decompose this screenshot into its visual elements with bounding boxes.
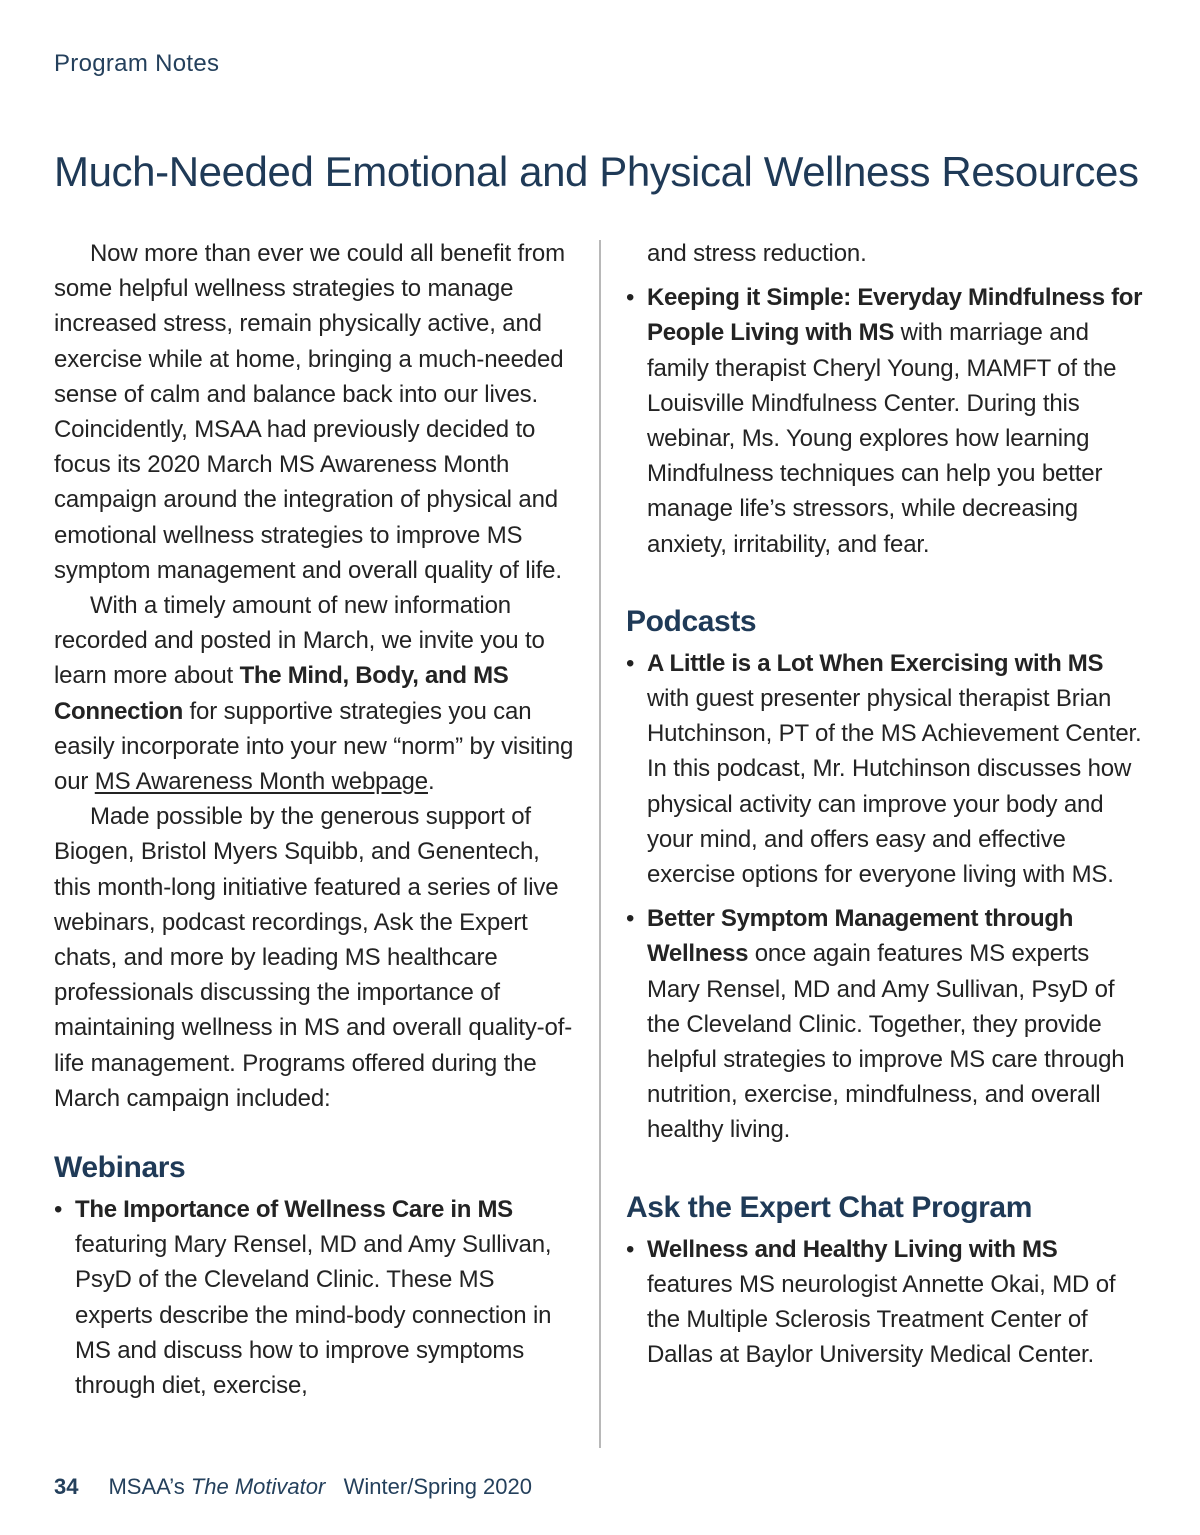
publication-title: The Motivator: [190, 1474, 326, 1499]
webinar-2-title: Keeping it Simple: Everyday Mindfulness for People Living with MS: [647, 284, 1143, 347]
page-footer: [54, 1474, 532, 1500]
intro-paragraph-1: Now more than ever we could all benefit from some helpful wellness strategies to manage increased stress, remain physically active, and exercise while at home, bringing a much-needed sense of calm and balance back into our lives. Coincidently, MSAA had previously decided to focus its 2020 March MS Awareness Month campaign around the integration of physical and emotional wellness strategies to improve MS symptom management and overall quality of life.: [54, 240, 565, 584]
webinar-1-title: The Importance of Wellness Care in MS: [75, 1196, 513, 1224]
webinars-list-continued: [626, 236, 1148, 562]
chat-item-1: • Wellness and Healthy Living with MS features MS neurologist Annette Okai, MD of the Multiple Sclerosis Treatment Center of Dallas at Baylor University Medical Center.: [626, 1232, 1148, 1373]
column-divider: [599, 240, 601, 1448]
page-number: 34: [54, 1474, 79, 1499]
publication-issue: Winter/Spring 2020: [343, 1474, 532, 1499]
section-label: Program Notes: [54, 50, 220, 77]
podcast-1-title: A Little is a Lot When Exercising with MS: [647, 649, 1104, 677]
mind-body-connection-label: The Mind, Body, and MS Connection: [54, 662, 509, 725]
podcasts-list: [626, 646, 1148, 1148]
article-title: Much-Needed Emotional and Physical Wellness Resources: [54, 148, 1139, 195]
left-column: [54, 236, 576, 1403]
webinar-item-1: • The Importance of Wellness Care in MS featuring Mary Rensel, MD and Amy Sullivan, PsyD of the Cleveland Clinic. These MS experts describe the mind-body connection in MS and discuss how to improve symptoms through diet, exercise,: [54, 1192, 576, 1403]
webinars-heading: Webinars: [54, 1151, 186, 1185]
webinars-list: [54, 1192, 576, 1403]
podcast-2-title: Better Symptom Management through Wellness: [647, 905, 1074, 968]
podcasts-heading: Podcasts: [626, 604, 757, 638]
podcast-item-2: • Better Symptom Management through Wellness once again features MS experts Mary Rensel, MD and Amy Sullivan, PsyD of the Cleveland Clinic. Together, they provide helpful strategies to improve MS care through nutrition, exercise, mindfulness, and overall healthy living.: [626, 901, 1148, 1147]
publication-line: MSAA’s The Motivator Winter/Spring 2020: [108, 1474, 532, 1499]
chat-program-heading: Ask the Expert Chat Program: [626, 1190, 1032, 1224]
chat-1-title: Wellness and Healthy Living with MS: [647, 1235, 1058, 1263]
intro-paragraph-3: Made possible by the generous support of Biogen, Bristol Myers Squibb, and Genentech, this month-long initiative featured a series of live webinars, podcast recordings, Ask the Expert chats, and more by leading MS healthcare professionals discussing the importance of maintaining wellness in MS and overall quality-of-life management. Programs offered during the March campaign included:: [54, 803, 573, 1112]
right-column: [626, 236, 1148, 1372]
chat-program-list: [626, 1232, 1148, 1373]
ms-awareness-month-link[interactable]: MS Awareness Month webpage: [94, 768, 428, 796]
webinar-item-1-continued: and stress reduction.: [647, 240, 867, 267]
podcast-item-1: • A Little is a Lot When Exercising with MS with guest presenter physical therapist Brian Hutchinson, PT of the MS Achievement Center. In this podcast, Mr. Hutchinson discusses how physical activity can improve your body and your mind, and offers easy and effective exercise options for everyone living with MS.: [626, 646, 1148, 892]
intro-paragraph-2: With a timely amount of new information recorded and posted in March, we invite you to learn more about The Mind, Body, and MS Connection for supportive strategies you can easily incorporate into your new “norm” by visiting our MS Awareness Month webpage.: [54, 592, 574, 796]
webinar-item-2: • Keeping it Simple: Everyday Mindfulness for People Living with MS with marriage and family therapist Cheryl Young, MAMFT of the Louisville Mindfulness Center. During this webinar, Ms. Young explores how learning Mindfulness techniques can help you better manage life’s stressors, while decreasing anxiety, irritability, and fear.: [626, 280, 1148, 562]
